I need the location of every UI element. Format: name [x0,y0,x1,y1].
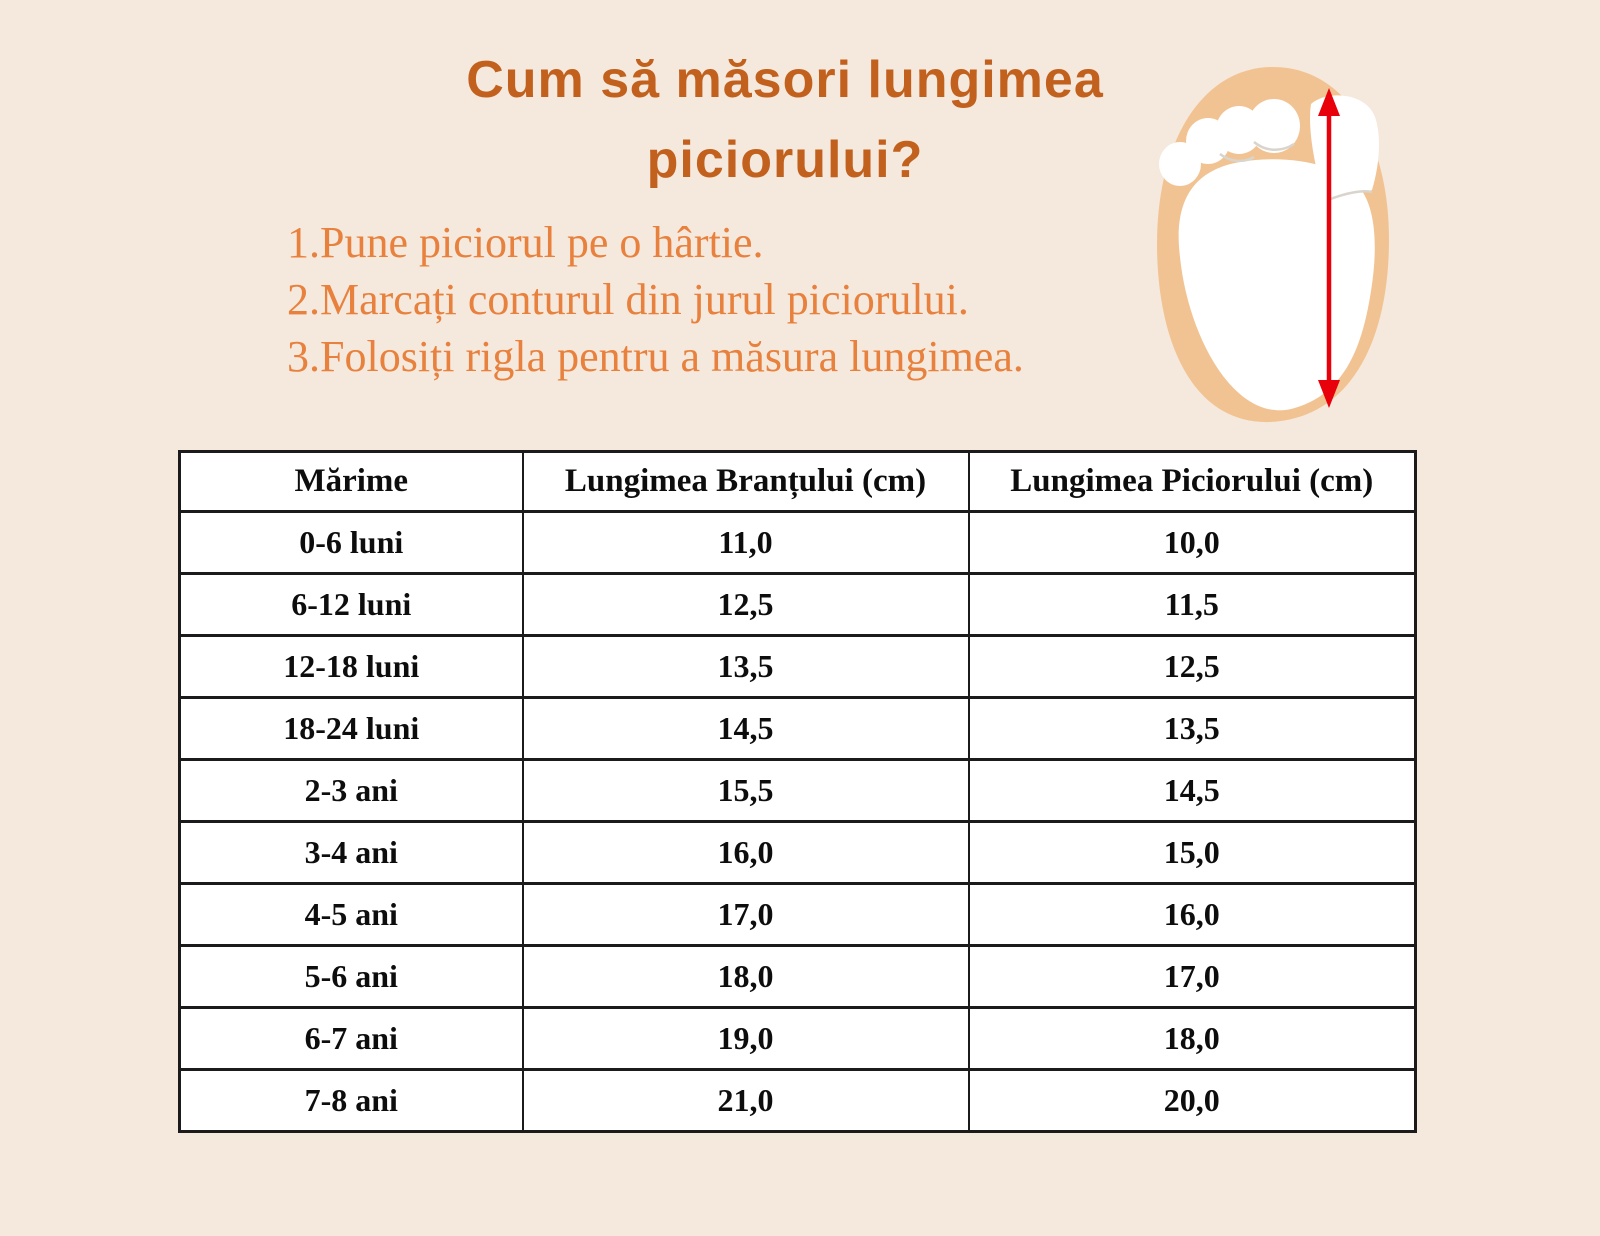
cell-insole-length: 11,0 [523,512,969,574]
header-marime: Mărime [180,452,523,512]
cell-foot-length: 10,0 [969,512,1416,574]
cell-size: 18-24 luni [180,698,523,760]
cell-insole-length: 15,5 [523,760,969,822]
table-row [180,946,1416,1008]
cell-foot-length: 17,0 [969,946,1416,1008]
cell-insole-length: 13,5 [523,636,969,698]
table-row [180,636,1416,698]
table-row [180,760,1416,822]
cell-insole-length: 17,0 [523,884,969,946]
cell-foot-length: 18,0 [969,1008,1416,1070]
cell-insole-length: 16,0 [523,822,969,884]
cell-foot-length: 20,0 [969,1070,1416,1132]
table-row [180,1070,1416,1132]
cell-insole-length: 19,0 [523,1008,969,1070]
cell-insole-length: 18,0 [523,946,969,1008]
instructions-list [287,214,1024,385]
instruction-step-3: 3.Folosiți rigla pentru a măsura lungimea. [287,332,1024,381]
cell-size: 6-7 ani [180,1008,523,1070]
cell-foot-length: 13,5 [969,698,1416,760]
instruction-step-2: 2.Marcați conturul din jurul piciorului. [287,275,969,324]
cell-size: 0-6 luni [180,512,523,574]
table-row [180,574,1416,636]
title-line-2: piciorului? [646,131,924,189]
foot-illustration [1128,62,1403,427]
header-lungimea-brantului: Lungimea Branțului (cm) [523,452,969,512]
foot-measure-icon [1128,62,1403,427]
table-row [180,884,1416,946]
table-row [180,1008,1416,1070]
cell-foot-length: 15,0 [969,822,1416,884]
table-row [180,822,1416,884]
size-table-header-row [180,452,1416,512]
size-table [178,450,1417,1133]
instruction-step-1: 1.Pune piciorul pe o hârtie. [287,218,764,267]
cell-foot-length: 16,0 [969,884,1416,946]
table-row [180,512,1416,574]
cell-size: 5-6 ani [180,946,523,1008]
cell-size: 3-4 ani [180,822,523,884]
cell-size: 7-8 ani [180,1070,523,1132]
header-lungimea-piciorului: Lungimea Piciorului (cm) [969,452,1416,512]
cell-insole-length: 12,5 [523,574,969,636]
cell-size: 2-3 ani [180,760,523,822]
cell-size: 6-12 luni [180,574,523,636]
cell-insole-length: 14,5 [523,698,969,760]
table-row [180,698,1416,760]
title-line-1: Cum să măsori lungimea [466,51,1104,109]
cell-foot-length: 11,5 [969,574,1416,636]
cell-size: 12-18 luni [180,636,523,698]
cell-insole-length: 21,0 [523,1070,969,1132]
cell-size: 4-5 ani [180,884,523,946]
cell-foot-length: 14,5 [969,760,1416,822]
cell-foot-length: 12,5 [969,636,1416,698]
